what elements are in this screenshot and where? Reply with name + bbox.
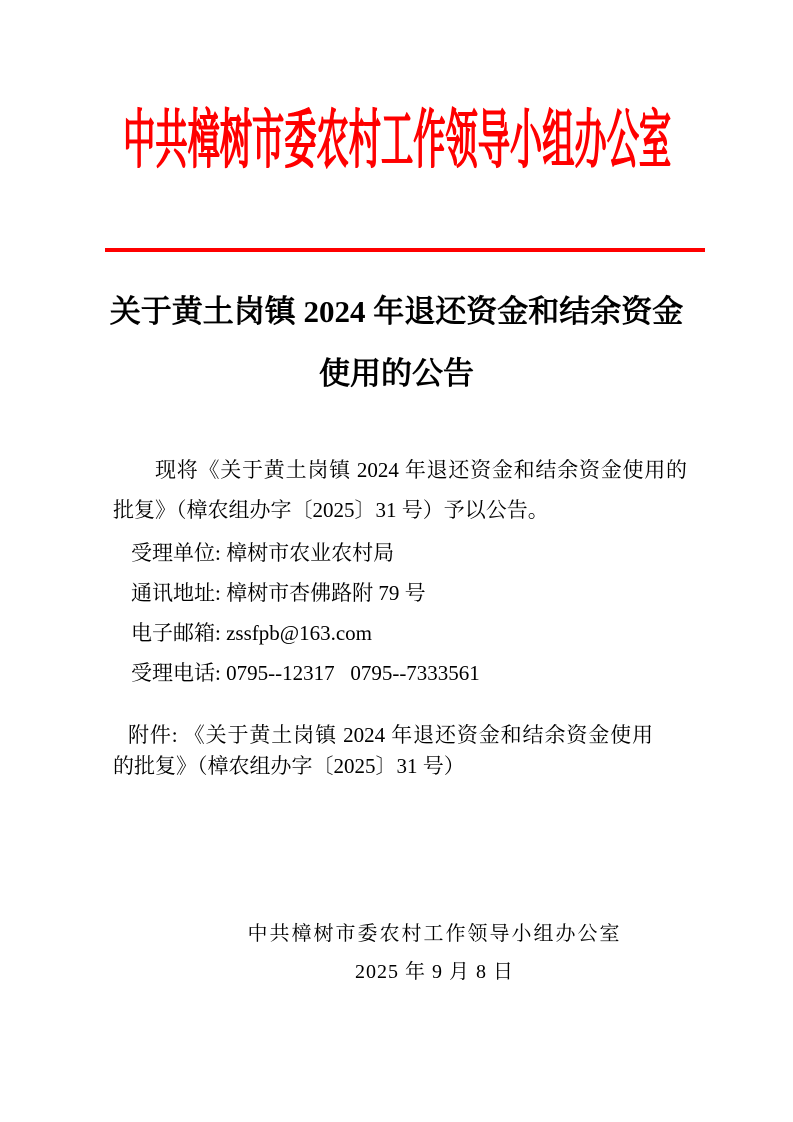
- signature-block: [38, 915, 793, 991]
- document-title-line1: 关于黄土岗镇 2024 年退还资金和结余资金: [109, 294, 684, 329]
- intro-paragraph: 现将《关于黄土岗镇 2024 年退还资金和结余资金使用的批复》（樟农组办字〔2025〕31 号）予以公告。: [113, 458, 687, 522]
- document-title: [0, 281, 793, 405]
- letterhead-title: 中共樟树市委农村工作领导小组办公室: [122, 105, 671, 177]
- contact-block: [113, 533, 687, 693]
- contact-phone-line: 受理电话: 0795--12317 0795--7333561: [131, 661, 480, 685]
- signature-org: 中共樟树市委农村工作领导小组办公室: [247, 923, 622, 945]
- signature-date: 2025 年 9 月 8 日: [355, 961, 514, 983]
- contact-address-line: 通讯地址: 樟树市杏佛路附 79 号: [131, 581, 426, 605]
- contact-unit-line: 受理单位: 樟树市农业农村局: [131, 541, 395, 565]
- document-title-line2: 使用的公告: [319, 356, 474, 391]
- letterhead-divider: [105, 248, 705, 252]
- attachment-paragraph: 附件: 《关于黄土岗镇 2024 年退还资金和结余资金使用的批复》（樟农组办字〔2025〕31 号）: [113, 723, 653, 778]
- letterhead: [0, 106, 793, 176]
- contact-email-line: 电子邮箱: zssfpb@163.com: [131, 621, 372, 645]
- document-body: [113, 450, 687, 782]
